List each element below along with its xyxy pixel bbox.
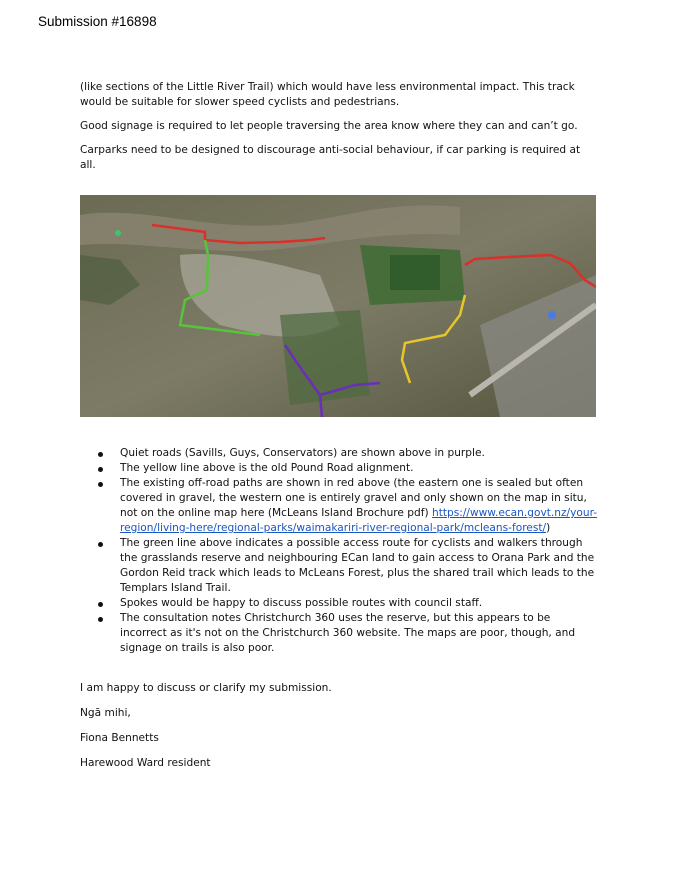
aerial-map (80, 195, 596, 417)
bullet-icon (98, 452, 103, 457)
list-item: The yellow line above is the old Pound Road alignment. (80, 461, 600, 476)
list-item: The green line above indicates a possible access route for cyclists and walkers through the grasslands reserve and neighbouring ECan land to gain access to Orana Park and the Gordon Reid track which leads to McLeans Forest, plus the shared trail which leads to the Templars Island Trail. (80, 536, 600, 596)
intro-paragraph-2: Good signage is required to let people traversing the area know where they can and can’t go. (80, 120, 578, 132)
bullet-icon (98, 542, 103, 547)
bullet-list (80, 446, 600, 656)
list-item: Quiet roads (Savills, Guys, Conservators) are shown above in purple. (80, 446, 600, 461)
submission-number: Submission #16898 (38, 14, 157, 29)
author-name: Fiona Bennetts (80, 732, 159, 744)
list-item: The consultation notes Christchurch 360 uses the reserve, but this appears to be incorrect as it's not on the Christchurch 360 website. The maps are poor, though, and signage on trails is also poor. (80, 611, 600, 656)
airport-icon (548, 311, 556, 319)
intro-paragraph-1: (like sections of the Little River Trail) which would have less environmental impact. This track would be suitable for slower speed cyclists and pedestrians. (80, 81, 575, 108)
intro-section (80, 80, 598, 182)
intro-paragraph-3: Carparks need to be designed to discourage anti-social behaviour, if car parking is required at all. (80, 144, 581, 171)
forest-area (390, 255, 440, 290)
closing-line: I am happy to discuss or clarify my submission. (80, 682, 332, 694)
bullet-icon (98, 617, 103, 622)
sign-off: Ngā mihi, (80, 707, 131, 719)
list-item: Spokes would be happy to discuss possible routes with council staff. (80, 596, 600, 611)
closing-section (80, 681, 598, 781)
map-pin-icon (115, 230, 121, 236)
author-affiliation: Harewood Ward resident (80, 757, 211, 769)
ecan-mcleans-forest-link[interactable]: https://www.ecan.govt.nz/your-region/living-here/regional-parks/waimakariri-river-regional-park/mcleans-forest/ (120, 507, 598, 534)
bullet-icon (98, 482, 103, 487)
bullet-icon (98, 602, 103, 607)
list-item: The existing off-road paths are shown in red above (the eastern one is sealed but often covered in gravel, the western one is entirely gravel and only shown on the map in situ, not on the online map here (McLeans Island Brochure pdf) https://www.ecan.govt.nz/your-region/living-here/regional-parks/waimakariri-river-regional-park/mcleans-forest/) (80, 476, 600, 536)
bullet-icon (98, 467, 103, 472)
aerial-map-image (80, 195, 596, 417)
